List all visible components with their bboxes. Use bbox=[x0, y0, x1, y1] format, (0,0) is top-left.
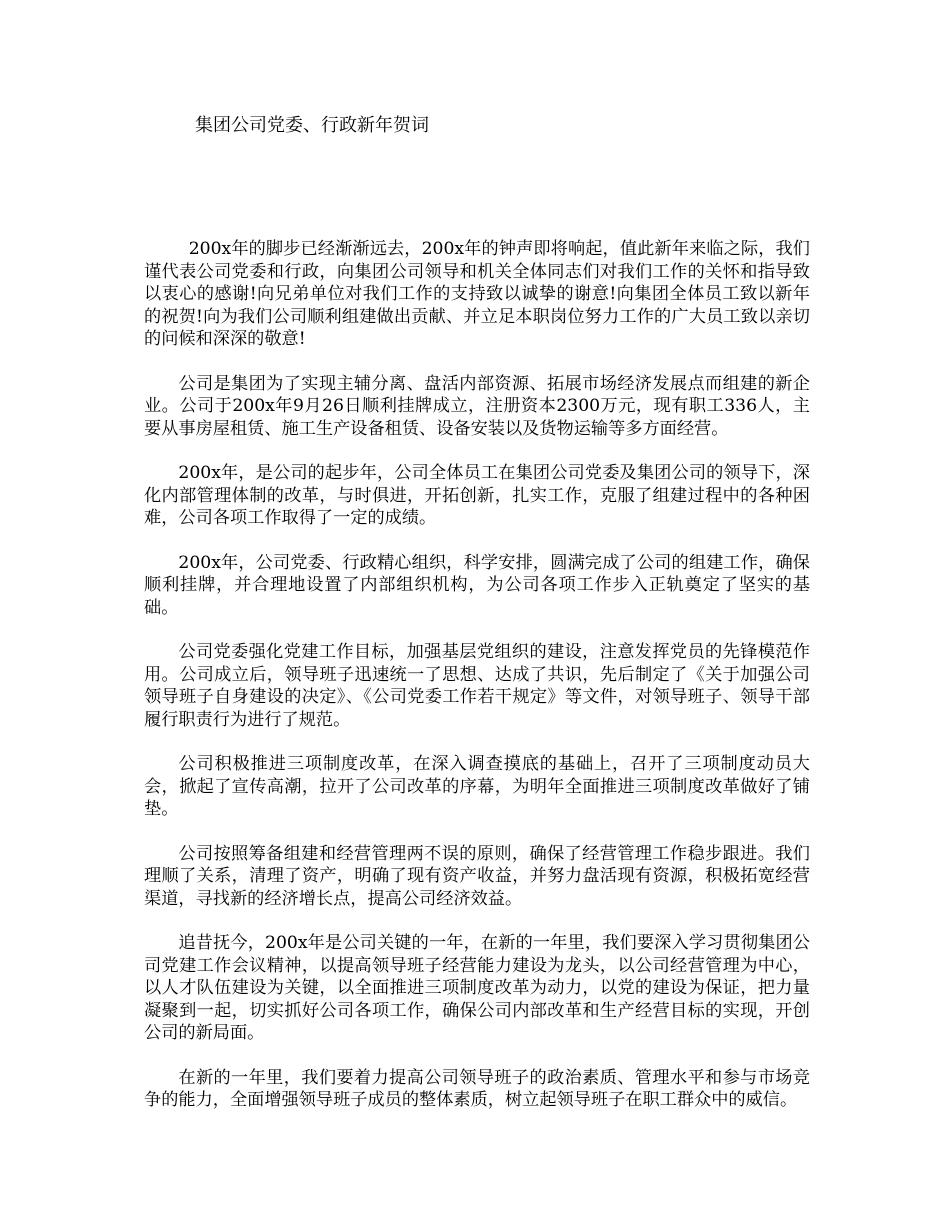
paragraph-6: 公司积极推进三项制度改革，在深入调查摸底的基础上，召开了三项制度动员大会，掀起了宣传高潮，拉开了公司改革的序幕，为明年全面推进三项制度改革做好了铺垫。 bbox=[144, 754, 810, 819]
document-body bbox=[144, 238, 810, 1134]
paragraph-7: 公司按照筹备组建和经营管理两不误的原则，确保了经营管理工作稳步跟进。我们理顺了关系，清理了资产，明确了现有资产收益，并努力盘活现有资源，积极拓宽经营渠道，寻找新的经济增长点，提高公司经济效益。 bbox=[144, 843, 810, 909]
paragraph-8: 追昔抚今，200x年是公司关键的一年，在新的一年里，我们要深入学习贯彻集团公司党建工作会议精神，以提高领导班子经营能力建设为龙头，以公司经营管理为中心，以人才队伍建设为关键，以全面推进三项制度改革为动力，以党的建设为保证，把力量凝聚到一起，切实抓好公司各项工作，确保公司内部改革和生产经营目标的实现，开创公司的新局面。 bbox=[144, 933, 810, 1043]
document-title: 集团公司党委、行政新年贺词 bbox=[195, 115, 429, 136]
paragraph-9: 在新的一年里，我们要着力提高公司领导班子的政治素质、管理水平和参与市场竞争的能力，全面增强领导班子成员的整体素质，树立起领导班子在职工群众中的威信。 bbox=[144, 1067, 810, 1110]
paragraph-1: 200x年的脚步已经渐渐远去，200x年的钟声即将响起，值此新年来临之际，我们谨代表公司党委和行政，向集团公司领导和机关全体同志们对我们工作的关怀和指导致以衷心的感谢!向兄弟单位对我们工作的支持致以诚挚的谢意!向集团全体员工致以新年的祝贺!向为我们公司顺利组建做出贡献、并立足本职岗位努力工作的广大员工致以亲切的问候和深深的敬意! bbox=[144, 239, 810, 349]
paragraph-3: 200x年，是公司的起步年，公司全体员工在集团公司党委及集团公司的领导下，深化内部管理体制的改革，与时俱进，开拓创新，扎实工作，克服了组建过程中的各种困难，公司各项工作取得了一定的成绩。 bbox=[144, 463, 810, 528]
paragraph-4: 200x年，公司党委、行政精心组织，科学安排，圆满完成了公司的组建工作，确保顺利挂牌，并合理地设置了内部组织机构，为公司各项工作步入正轨奠定了坚实的基础。 bbox=[144, 552, 810, 618]
paragraph-2: 公司是集团为了实现主辅分离、盘活内部资源、拓展市场经济发展点而组建的新企业。公司于200x年9月26日顺利挂牌成立，注册资本2300万元，现有职工336人，主要从事房屋租赁、施工生产设备租赁、设备安装以及货物运输等多方面经营。 bbox=[144, 373, 810, 439]
paragraph-5: 公司党委强化党建工作目标，加强基层党组织的建设，注意发挥党员的先锋模范作用。公司成立后，领导班子迅速统一了思想、达成了共识，先后制定了《关于加强公司领导班子自身建设的决定》、《公司党委工作若干规定》等文件，对领导班子、领导干部履行职责行为进行了规范。 bbox=[144, 642, 810, 730]
